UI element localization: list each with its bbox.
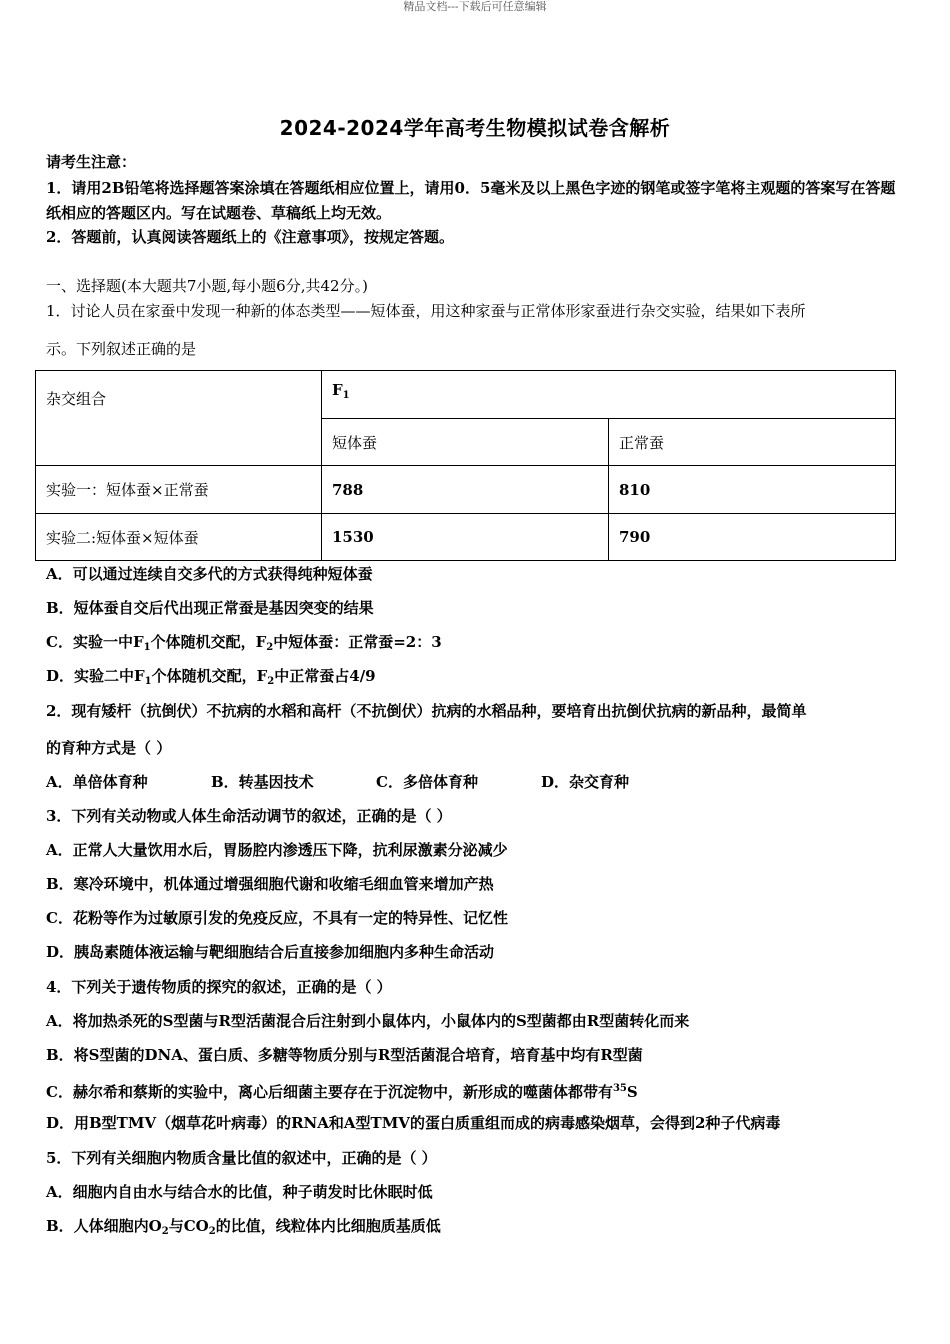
table-header-f1: $F_1$ — [322, 371, 896, 419]
notice-item-2: 2．答题前，认真阅读答题纸上的《注意事项》，按规定答题。 — [46, 228, 454, 246]
q2-option-d: D．杂交育种 — [541, 773, 630, 791]
table-header-combo: 杂交组合 — [36, 371, 322, 466]
q1-option-d: D．实验二中$F_1$个体随机交配，$F_2$中正常蚕占4/9 — [46, 667, 376, 687]
q1-option-c: C．实验一中$F_1$个体随机交配，$F_2$中短体蚕：正常蚕=2：3 — [46, 633, 442, 653]
table-cell-label: 实验一：短体蚕×正常蚕 — [36, 466, 322, 514]
q2-option-b: B．转基因技术 — [211, 773, 314, 791]
q1-stem-line2: 示。下列叙述正确的是 — [46, 340, 197, 358]
q3-option-b: B．寒冷环境中，机体通过增强细胞代谢和收缩毛细血管来增加产热 — [46, 875, 494, 893]
q3-stem: 3．下列有关动物或人体生命活动调节的叙述，正确的是（ ） — [46, 807, 452, 825]
q2-stem-line1: 2．现有矮杆（抗倒伏）不抗病的水稻和高杆（不抗倒伏）抗病的水稻品种，要培育出抗倒伏抗病的新品种，最简单 — [46, 702, 807, 720]
table-row — [36, 514, 896, 561]
q4-option-c: C．赫尔希和蔡斯的实验中，离心后细菌主要存在于沉淀物中，新形成的噬菌体都带有$^{35}$S — [46, 1083, 638, 1101]
q5-stem: 5．下列有关细胞内物质含量比值的叙述中，正确的是（ ） — [46, 1149, 437, 1167]
q3-option-c: C．花粉等作为过敏原引发的免疫反应，不具有一定的特异性、记忆性 — [46, 909, 508, 927]
q1-stem-line1: 1．讨论人员在家蚕中发现一种新的体态类型——短体蚕，用这种家蚕与正常体形家蚕进行杂交实验，结果如下表所 — [46, 302, 806, 320]
q3-option-d: D．胰岛素随体液运输与靶细胞结合后直接参加细胞内多种生命活动 — [46, 943, 495, 961]
q2-stem-line2: 的育种方式是（ ） — [46, 739, 172, 757]
q2-option-c: C．多倍体育种 — [376, 773, 478, 791]
q4-option-b: B．将S型菌的DNA、蛋白质、多糖等物质分别与R型活菌混合培育，培育基中均有R型菌 — [46, 1046, 643, 1064]
table-col-short: 短体蚕 — [322, 419, 609, 466]
q4-stem: 4．下列关于遗传物质的探究的叙述，正确的是（ ） — [46, 978, 392, 996]
q1-option-a: A．可以通过连续自交多代的方式获得纯种短体蚕 — [46, 565, 373, 583]
table-cell-short: 1530 — [322, 514, 609, 561]
page-title: 2024-2024学年高考生物模拟试卷含解析 — [279, 116, 671, 140]
table-cell-normal: 810 — [609, 466, 896, 514]
notice-item-1: 1．请用2B铅笔将选择题答案涂填在答题纸相应位置上，请用0．5毫米及以上黑色字迹的钢笔或签字笔将主观题的答案写在答题纸相应的答题区内。写在试题卷、草稿纸上均无效。 — [46, 179, 896, 222]
q4-option-d: D．用B型TMV（烟草花叶病毒）的RNA和A型TMV的蛋白质重组而成的病毒感染烟草，会得到2种子代病毒 — [46, 1114, 781, 1132]
q5-option-b: B．人体细胞内$O_2$与$CO_2$的比值，线粒体内比细胞质基质低 — [46, 1217, 441, 1237]
q5-option-a: A．细胞内自由水与结合水的比值，种子萌发时比休眠时低 — [46, 1183, 433, 1201]
q4-option-a: A．将加热杀死的S型菌与R型活菌混合后注射到小鼠体内，小鼠体内的S型菌都由R型菌转化而来 — [46, 1012, 690, 1030]
q1-option-b: B．短体蚕自交后代出现正常蚕是基因突变的结果 — [46, 599, 374, 617]
table-cell-label: 实验二:短体蚕×短体蚕 — [36, 514, 322, 561]
table-row — [36, 466, 896, 514]
q2-option-a: A．单倍体育种 — [46, 773, 148, 791]
header-note: 精品文档---下载后可任意编辑 — [403, 0, 547, 13]
section-heading: 一、选择题(本大题共7小题,每小题6分,共42分。) — [46, 277, 368, 295]
table-cell-normal: 790 — [609, 514, 896, 561]
notice-heading: 请考生注意： — [46, 153, 137, 171]
table-cell-short: 788 — [322, 466, 609, 514]
q3-option-a: A．正常人大量饮用水后，胃肠腔内渗透压下降，抗利尿激素分泌减少 — [46, 841, 508, 859]
cross-result-table — [35, 370, 896, 561]
q2-options — [46, 772, 629, 792]
table-col-normal: 正常蚕 — [609, 419, 896, 466]
